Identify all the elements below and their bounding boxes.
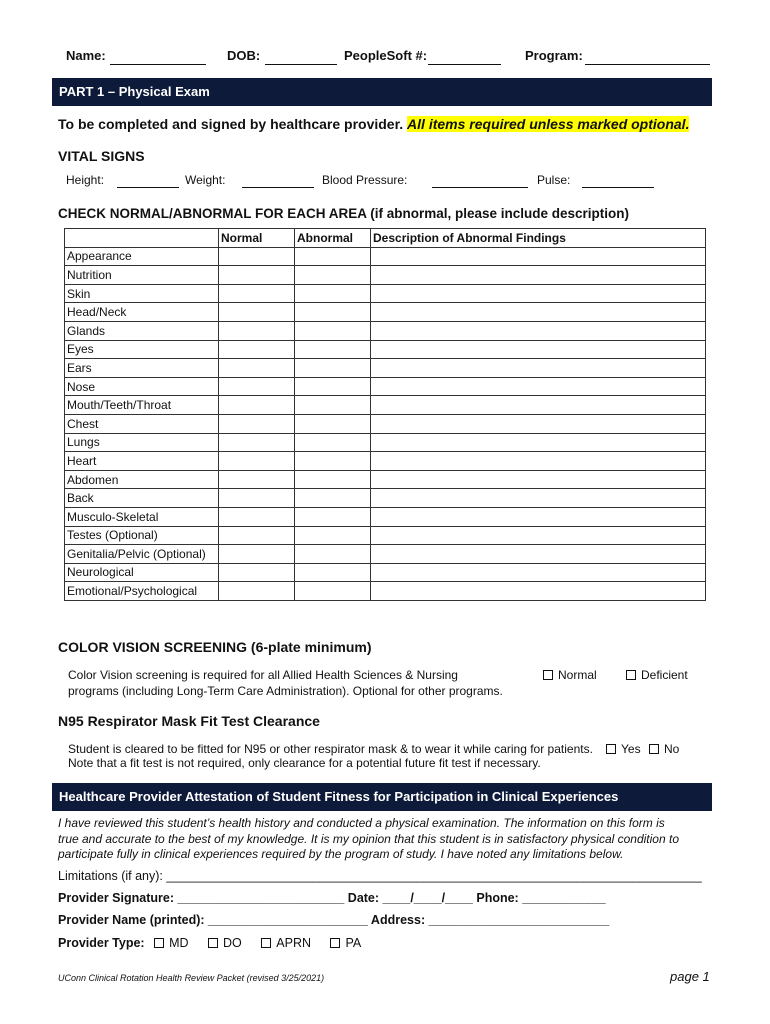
abnormal-cell[interactable] bbox=[295, 247, 371, 266]
abnormal-cell[interactable] bbox=[295, 582, 371, 601]
normal-cell[interactable] bbox=[219, 266, 295, 285]
table-row bbox=[65, 359, 706, 378]
limitations-field[interactable]: Limitations (if any): _____________________________________________________________________________ bbox=[58, 869, 702, 883]
abnormal-cell[interactable] bbox=[295, 377, 371, 396]
normal-cell[interactable] bbox=[219, 247, 295, 266]
checkbox-icon[interactable] bbox=[606, 744, 616, 754]
provider-type-do[interactable] bbox=[208, 936, 242, 950]
table-row bbox=[65, 489, 706, 508]
normal-cell[interactable] bbox=[219, 433, 295, 452]
instruction-main: To be completed and signed by healthcare provider. bbox=[58, 116, 408, 132]
program-field[interactable] bbox=[585, 64, 710, 65]
normal-cell[interactable] bbox=[219, 359, 295, 378]
description-cell[interactable] bbox=[371, 303, 706, 322]
type-md-label: MD bbox=[169, 936, 189, 950]
normal-cell[interactable] bbox=[219, 396, 295, 415]
normal-cell[interactable] bbox=[219, 470, 295, 489]
height-label: Height: bbox=[66, 173, 105, 187]
abnormal-cell[interactable] bbox=[295, 507, 371, 526]
n95-line1: Student is cleared to be fitted for N95 or other respirator mask & to wear it while caring for patients. bbox=[68, 742, 593, 756]
description-cell[interactable] bbox=[371, 507, 706, 526]
n95-line2: Note that a fit test is not required, only clearance for a potential future fit test if necessary. bbox=[68, 756, 541, 770]
table-row bbox=[65, 545, 706, 564]
instruction-highlight: All items required unless marked optional. bbox=[407, 116, 690, 132]
description-cell[interactable] bbox=[371, 377, 706, 396]
table-row bbox=[65, 303, 706, 322]
normal-cell[interactable] bbox=[219, 303, 295, 322]
bp-field[interactable] bbox=[432, 187, 528, 188]
normal-cell[interactable] bbox=[219, 489, 295, 508]
abnormal-cell[interactable] bbox=[295, 266, 371, 285]
description-cell[interactable] bbox=[371, 452, 706, 471]
checkbox-icon[interactable] bbox=[543, 670, 553, 680]
table-row bbox=[65, 266, 706, 285]
table-row bbox=[65, 247, 706, 266]
exam-area-label: Appearance bbox=[65, 247, 219, 266]
table-row bbox=[65, 396, 706, 415]
n95-heading: N95 Respirator Mask Fit Test Clearance bbox=[58, 713, 320, 729]
signature-line[interactable]: Provider Signature: ________________________ Date: ____/____/____ Phone: ____________ bbox=[58, 891, 606, 905]
abnormal-cell[interactable] bbox=[295, 433, 371, 452]
exam-area-label: Abdomen bbox=[65, 470, 219, 489]
normal-cell[interactable] bbox=[219, 340, 295, 359]
color-vision-heading: COLOR VISION SCREENING (6-plate minimum) bbox=[58, 639, 372, 655]
checkbox-icon[interactable] bbox=[649, 744, 659, 754]
checkbox-icon[interactable] bbox=[626, 670, 636, 680]
color-vision-line2: programs (including Long-Term Care Administration). Optional for other programs. bbox=[68, 684, 503, 698]
exam-area-label: Skin bbox=[65, 284, 219, 303]
normal-cell[interactable] bbox=[219, 452, 295, 471]
attestation-bar bbox=[52, 783, 712, 811]
exam-area-label: Musculo-Skeletal bbox=[65, 507, 219, 526]
exam-area-label: Glands bbox=[65, 321, 219, 340]
description-cell[interactable] bbox=[371, 582, 706, 601]
description-cell[interactable] bbox=[371, 396, 706, 415]
color-vision-line1: Color Vision screening is required for all Allied Health Sciences & Nursing bbox=[68, 668, 458, 682]
description-cell[interactable] bbox=[371, 340, 706, 359]
description-cell[interactable] bbox=[371, 526, 706, 545]
abnormal-cell[interactable] bbox=[295, 452, 371, 471]
dob-label: DOB: bbox=[227, 48, 261, 63]
exam-area-label: Emotional/Psychological bbox=[65, 582, 219, 601]
table-row bbox=[65, 377, 706, 396]
attestation-line2: true and accurate to the best of my knowledge. It is my opinion that this student is in satisfactory physical condition to bbox=[58, 832, 679, 846]
exam-area-label: Nutrition bbox=[65, 266, 219, 285]
color-normal-option[interactable] bbox=[543, 668, 597, 682]
exam-header-row bbox=[65, 229, 706, 248]
exam-area-label: Ears bbox=[65, 359, 219, 378]
col-normal: Normal bbox=[219, 229, 295, 248]
provider-type-md[interactable] bbox=[154, 936, 188, 950]
peoplesoft-field[interactable] bbox=[428, 64, 501, 65]
checkbox-icon[interactable] bbox=[208, 938, 218, 948]
n95-no-option[interactable] bbox=[649, 742, 679, 756]
table-row bbox=[65, 507, 706, 526]
name-label: Name: bbox=[66, 48, 106, 63]
color-deficient-option[interactable] bbox=[626, 668, 688, 682]
normal-cell[interactable] bbox=[219, 582, 295, 601]
type-do-label: DO bbox=[223, 936, 242, 950]
table-row bbox=[65, 526, 706, 545]
exam-area-label: Lungs bbox=[65, 433, 219, 452]
table-row bbox=[65, 321, 706, 340]
part1-title: PART 1 – Physical Exam bbox=[59, 84, 210, 99]
provider-type-row bbox=[58, 936, 361, 950]
table-row bbox=[65, 433, 706, 452]
exam-area-label: Back bbox=[65, 489, 219, 508]
exam-area-label: Heart bbox=[65, 452, 219, 471]
table-row bbox=[65, 284, 706, 303]
description-cell[interactable] bbox=[371, 545, 706, 564]
n95-yes-option[interactable] bbox=[606, 742, 641, 756]
dob-field[interactable] bbox=[265, 64, 337, 65]
col-area bbox=[65, 229, 219, 248]
description-cell[interactable] bbox=[371, 321, 706, 340]
weight-label: Weight: bbox=[185, 173, 226, 187]
normal-cell[interactable] bbox=[219, 526, 295, 545]
peoplesoft-label: PeopleSoft #: bbox=[344, 48, 428, 63]
col-abnormal: Abnormal bbox=[295, 229, 371, 248]
exam-area-label: Testes (Optional) bbox=[65, 526, 219, 545]
abnormal-cell[interactable] bbox=[295, 563, 371, 582]
provider-name-line[interactable]: Provider Name (printed): _______________________ Address: __________________________ bbox=[58, 913, 610, 927]
abnormal-cell[interactable] bbox=[295, 284, 371, 303]
description-cell[interactable] bbox=[371, 414, 706, 433]
abnormal-cell[interactable] bbox=[295, 340, 371, 359]
abnormal-cell[interactable] bbox=[295, 359, 371, 378]
abnormal-cell[interactable] bbox=[295, 470, 371, 489]
table-row bbox=[65, 470, 706, 489]
abnormal-cell[interactable] bbox=[295, 303, 371, 322]
exam-area-label: Mouth/Teeth/Throat bbox=[65, 396, 219, 415]
abnormal-cell[interactable] bbox=[295, 321, 371, 340]
exam-area-label: Neurological bbox=[65, 563, 219, 582]
description-cell[interactable] bbox=[371, 359, 706, 378]
pulse-field[interactable] bbox=[582, 187, 654, 188]
normal-cell[interactable] bbox=[219, 563, 295, 582]
attestation-line3: participate fully in clinical experiences required by the program of study. I have noted any limitations below. bbox=[58, 847, 624, 861]
description-cell[interactable] bbox=[371, 284, 706, 303]
col-description: Description of Abnormal Findings bbox=[371, 229, 706, 248]
exam-area-label: Head/Neck bbox=[65, 303, 219, 322]
height-field[interactable] bbox=[117, 187, 179, 188]
footer-page: page 1 bbox=[670, 969, 710, 984]
attestation-line1: I have reviewed this student’s health history and conducted a physical examination. The information on this form is bbox=[58, 816, 665, 830]
vitals-heading: VITAL SIGNS bbox=[58, 148, 145, 164]
exam-area-label: Eyes bbox=[65, 340, 219, 359]
provider-type-aprn[interactable] bbox=[261, 936, 311, 950]
abnormal-cell[interactable] bbox=[295, 396, 371, 415]
abnormal-cell[interactable] bbox=[295, 545, 371, 564]
exam-area-label: Chest bbox=[65, 414, 219, 433]
abnormal-cell[interactable] bbox=[295, 489, 371, 508]
description-cell[interactable] bbox=[371, 266, 706, 285]
bp-label: Blood Pressure: bbox=[322, 173, 408, 187]
abnormal-cell[interactable] bbox=[295, 526, 371, 545]
program-label: Program: bbox=[525, 48, 583, 63]
footer-left: UConn Clinical Rotation Health Review Packet (revised 3/25/2021) bbox=[58, 973, 325, 983]
table-row bbox=[65, 563, 706, 582]
attestation-title: Healthcare Provider Attestation of Student Fitness for Participation in Clinical Experiences bbox=[59, 789, 619, 804]
n95-no-label: No bbox=[664, 742, 680, 756]
exam-area-label: Nose bbox=[65, 377, 219, 396]
weight-field[interactable] bbox=[242, 187, 314, 188]
checkbox-icon[interactable] bbox=[154, 938, 164, 948]
type-aprn-label: APRN bbox=[276, 936, 311, 950]
pulse-label: Pulse: bbox=[537, 173, 571, 187]
name-field[interactable] bbox=[110, 64, 206, 65]
n95-yes-label: Yes bbox=[621, 742, 641, 756]
exam-table bbox=[64, 228, 706, 601]
description-cell[interactable] bbox=[371, 247, 706, 266]
exam-heading: CHECK NORMAL/ABNORMAL FOR EACH AREA (if abnormal, please include description) bbox=[58, 206, 630, 221]
table-row bbox=[65, 414, 706, 433]
table-row bbox=[65, 452, 706, 471]
normal-cell[interactable] bbox=[219, 321, 295, 340]
description-cell[interactable] bbox=[371, 563, 706, 582]
description-cell[interactable] bbox=[371, 433, 706, 452]
part1-instruction bbox=[58, 116, 689, 132]
exam-area-label: Genitalia/Pelvic (Optional) bbox=[65, 545, 219, 564]
description-cell[interactable] bbox=[371, 489, 706, 508]
color-normal-label: Normal bbox=[558, 668, 597, 682]
normal-cell[interactable] bbox=[219, 284, 295, 303]
description-cell[interactable] bbox=[371, 470, 706, 489]
normal-cell[interactable] bbox=[219, 545, 295, 564]
abnormal-cell[interactable] bbox=[295, 414, 371, 433]
checkbox-icon[interactable] bbox=[330, 938, 340, 948]
checkbox-icon[interactable] bbox=[261, 938, 271, 948]
provider-type-pa[interactable] bbox=[330, 936, 361, 950]
provider-type-label: Provider Type: bbox=[58, 936, 145, 950]
normal-cell[interactable] bbox=[219, 414, 295, 433]
normal-cell[interactable] bbox=[219, 507, 295, 526]
table-row bbox=[65, 582, 706, 601]
part1-bar bbox=[52, 78, 712, 106]
normal-cell[interactable] bbox=[219, 377, 295, 396]
color-deficient-label: Deficient bbox=[641, 668, 688, 682]
type-pa-label: PA bbox=[345, 936, 362, 950]
table-row bbox=[65, 340, 706, 359]
